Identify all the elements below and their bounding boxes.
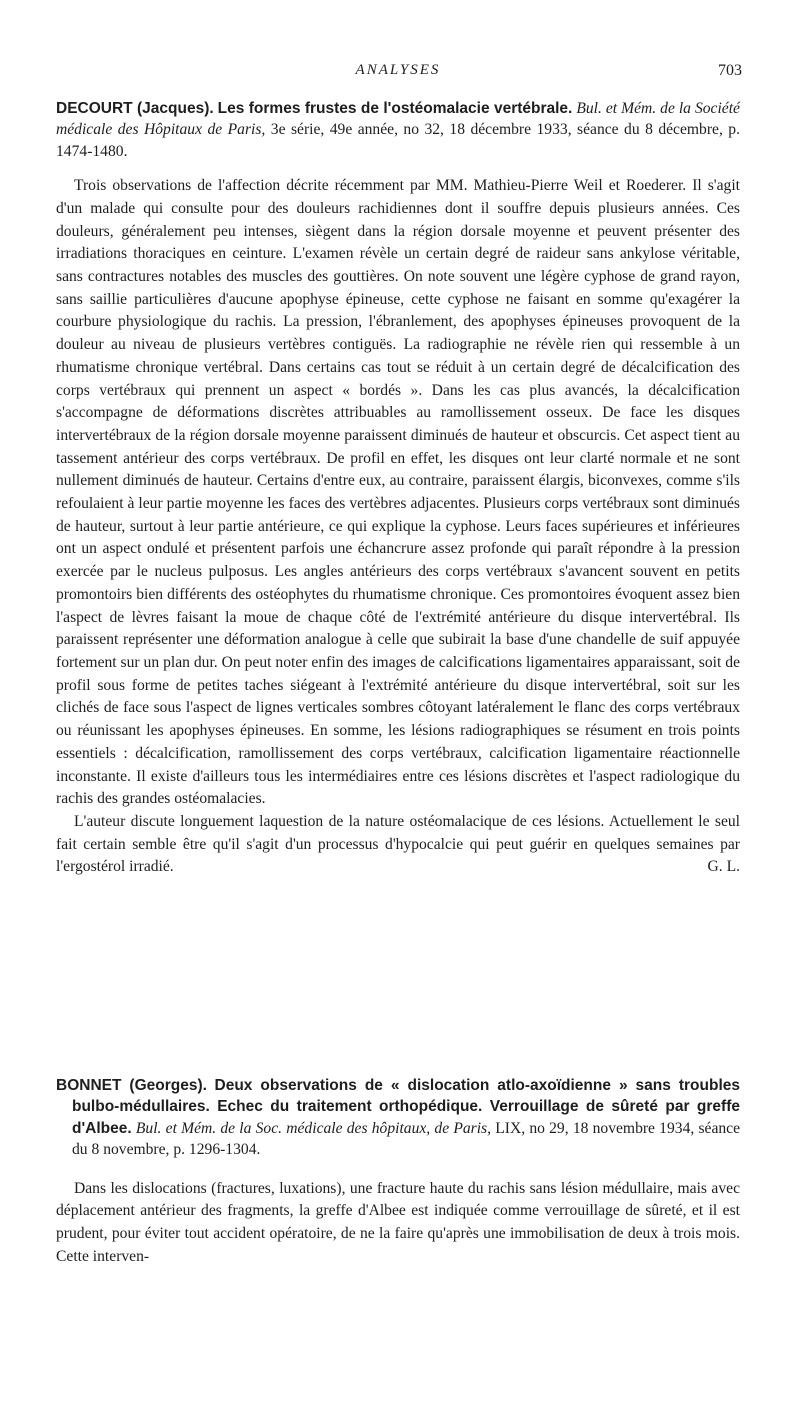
- article-heading: [56, 98, 740, 162]
- article-paragraph-text: L'auteur discute longuement laquestion de la nature ostéomalacique de ces lésions. Actuellement le seul fait certain semble être qu'il s'agit d'un processus d'hypocalcie qui peut guérir en quelques semaines par l'ergostérol irradié.: [56, 812, 740, 876]
- article-title: Deux observations de « dislocation atlo-axoïdienne » sans troubles bulbo-médullaires. Echec du traitement orthopédique. Verrouillage de sûreté par greffe d'Albee.: [72, 1077, 740, 1137]
- article-heading: [56, 1075, 740, 1161]
- article-author: DECOURT (Jacques).: [56, 100, 214, 117]
- running-title: ANALYSES: [355, 62, 441, 78]
- article-source-details: 3e série, 49e année, no 32, 18 décembre 1933, séance du 8 décembre, p. 1474-1480.: [56, 121, 740, 160]
- article-paragraph: [56, 811, 740, 879]
- article-source: Bul. et Mém. de la Société médicale des Hôpitaux de Paris,: [56, 100, 740, 139]
- article-title: Les formes frustes de l'ostéomalacie vertébrale.: [217, 100, 573, 117]
- article-source-details: LIX, no 29, 18 novembre 1934, séance du 8 novembre, p. 1296-1304.: [72, 1119, 741, 1159]
- article-bonnet: [56, 1075, 740, 1268]
- article-author: BONNET (Georges).: [56, 1077, 207, 1094]
- page-number: 703: [718, 62, 742, 79]
- reviewer-signature: G. L.: [707, 858, 740, 876]
- article-source: Bul. et Mém. de la Soc. médicale des hôpitaux, de Paris,: [135, 1119, 492, 1137]
- article-decourt: [56, 98, 740, 879]
- article-paragraph: Trois observations de l'affection décrite récemment par MM. Mathieu-Pierre Weil et Roederer. Il s'agit d'un malade qui consulte pour des douleurs rachidiennes dont il souffre depuis plusieurs années. Ces douleurs, généralement peu intenses, siègent dans la région dorsale moyenne et peuvent présenter des irradiations thoraciques en ceinture. L'examen révèle un certain degré de raideur sans ankylose véritable, sans contractures notables des muscles des gouttières. On note souvent une légère cyphose de grand rayon, sans saillie particulières d'aucune apophyse épineuse, cette cyphose ne faisant en somme qu'exagérer la courbure physiologique du rachis. La pression, l'ébranlement, des apophyses épineuses provoquent de la douleur au niveau de plusieurs vertèbres contiguës. La radiographie ne révèle rien qui ressemble à un rhumatisme chronique vertébral. Dans certains cas tout se réduit à un certain degré de décalcification des corps vertébraux qui prennent un aspect « bordés ». Dans les cas plus avancés, la décalcification s'accompagne de déformations discrètes attribuables au ramollissement osseux. De face les disques intervertébraux de la région dorsale moyenne paraissent diminués de hauteur et obscurcis. Cet aspect tient au tassement antérieur des corps vertébraux. De profil en effet, les disques ont leur clarté normale et ne sont nullement diminués de hauteur. Certains d'entre eux, au contraire, paraissent élargis, biconvexes, comme s'ils refoulaient à leur partie moyenne les faces des vertèbres adjacentes. Plusieurs corps vertébraux sont diminués de hauteur, surtout à leur partie antérieure, ce qui explique la cyphose. Leurs faces supérieures et inférieures ont un aspect ondulé et présentent parfois une échancrure assez profonde qui paraît répondre à la pression exercée par le nucleus pulposus. Les angles antérieurs des corps vertébraux s'avancent souvent en petits promontoirs bien différents des ostéophytes du rhumatisme chronique. Ces promontoires évoquent assez bien l'aspect de lèvres faisant la moue de chaque côté de l'extrémité antérieure du disque intervertébral. Ils paraissent représenter une déformation analogue à celle que subirait la base d'une chandelle de suif appuyée fortement sur un plan dur. On peut noter enfin des images de calcifications ligamentaires apparaissant, soit de profil sous forme de petites taches siégeant à l'extrémité antérieure du disque intervertébral, soit sur les clichés de face sous l'aspect de lignes verticales sombres côtoyant latéralement le flanc des corps vertébraux ou réunissant les apophyses épineuses. En somme, les lésions radiographiques se résument en trois points essentiels : décalcification, ramollissement des corps vertébraux, calcification ligamentaire réactionnelle inconstante. Il existe d'ailleurs tous les intermédiaires entre ces lésions discrètes et l'aspect radiologique du rachis des grandes ostéomalacies.: [56, 177, 740, 808]
- article-paragraph: Dans les dislocations (fractures, luxations), une fracture haute du rachis sans lésion médullaire, mais avec déplacement antérieur des fragments, la greffe d'Albee est indiquée comme verrouillage de sûreté, et il est prudent, pour éviter tout accident opératoire, de ne la faire qu'après une immobilisation de deux à trois mois. Cette interven-: [56, 1179, 740, 1265]
